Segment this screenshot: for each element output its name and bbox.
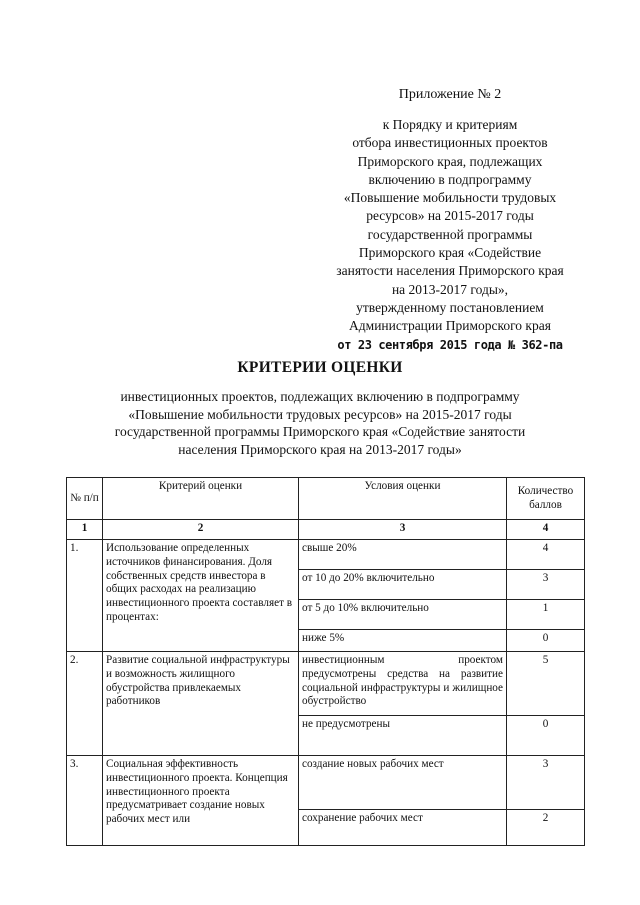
appendix-line: ресурсов» на 2015-2017 годы [366,208,534,224]
condition-cell: не предусмотрены [299,716,507,756]
score-cell: 3 [507,756,585,810]
score-cell: 3 [507,570,585,600]
appendix-line: государственной программы [367,226,533,242]
criteria-table [66,477,585,846]
score-cell: 1 [507,600,585,630]
header-condition: Условия оценки [299,478,507,520]
table-header-row [67,478,585,520]
document-heading: КРИТЕРИИ ОЦЕНКИ [237,359,403,376]
condition-cell: от 10 до 20% включительно [299,570,507,600]
score-cell: 5 [507,652,585,716]
condition-cell: свыше 20% [299,540,507,570]
col-number: 4 [507,520,585,540]
appendix-line: Администрации Приморского края [349,318,551,334]
criterion-cell: Развитие социальной инфраструктуры и возможность жилищного обустройства привлекаемых работников [103,652,299,756]
appendix-body [300,116,600,354]
subheading-line: населения Приморского края на 2013-2017 годы» [178,441,462,457]
header-num: № п/п [67,478,103,520]
score-cell: 2 [507,810,585,846]
criterion-cell: Социальная эффективность инвестиционного проекта. Концепция инвестиционного проекта предусматривает создание новых рабочих мест или [103,756,299,846]
row-number: 1. [67,540,103,652]
criterion-cell: Использование определенных источников финансирования. Доля собственных средств инвестора в общих расходах на реализацию инвестиционного проекта составляет в процентах: [103,540,299,652]
appendix-line: отбора инвестиционных проектов [352,135,548,151]
col-number: 2 [103,520,299,540]
document-subheading [70,388,570,458]
subheading-line: инвестиционных проектов, подлежащих включению в подпрограмму [120,389,520,404]
col-number: 1 [67,520,103,540]
score-cell: 4 [507,540,585,570]
subheading-line: «Повышение мобильности трудовых ресурсов» на 2015-2017 годы [128,406,512,422]
appendix-line: включению в подпрограмму [368,171,532,187]
row-number: 3. [67,756,103,846]
header-score: Количество баллов [507,478,585,520]
column-number-row [67,520,585,540]
appendix-title: Приложение № 2 [398,87,502,102]
appendix-line: утвержденному постановлением [356,299,544,315]
condition-cell: ниже 5% [299,630,507,652]
score-cell: 0 [507,630,585,652]
condition-cell: создание новых рабочих мест [299,756,507,810]
score-cell: 0 [507,716,585,756]
subheading-line: государственной программы Приморского края «Содействие занятости [114,424,526,439]
condition-cell: инвестиционным проектом предусмотрены средства на развитие социальной инфраструктуры и жилищное обустройство [299,652,507,716]
row-number: 2. [67,652,103,756]
table-row [67,756,585,810]
header-criterion: Критерий оценки [103,478,299,520]
col-number: 3 [299,520,507,540]
appendix-line: Приморского края «Содействие [358,245,542,261]
condition-cell: от 5 до 10% включительно [299,600,507,630]
appendix-line: «Повышение мобильности трудовых [343,190,557,206]
appendix-line: занятости населения Приморского края [336,263,564,279]
resolution-stamp: от 23 сентября 2015 года № 362-па [337,337,563,352]
appendix-line: Приморского края, подлежащих [357,153,543,169]
appendix-line: к Порядку и критериям [382,117,518,132]
condition-cell: сохранение рабочих мест [299,810,507,846]
table-row [67,540,585,570]
table-row [67,652,585,716]
appendix-line: на 2013-2017 годы», [391,281,509,297]
